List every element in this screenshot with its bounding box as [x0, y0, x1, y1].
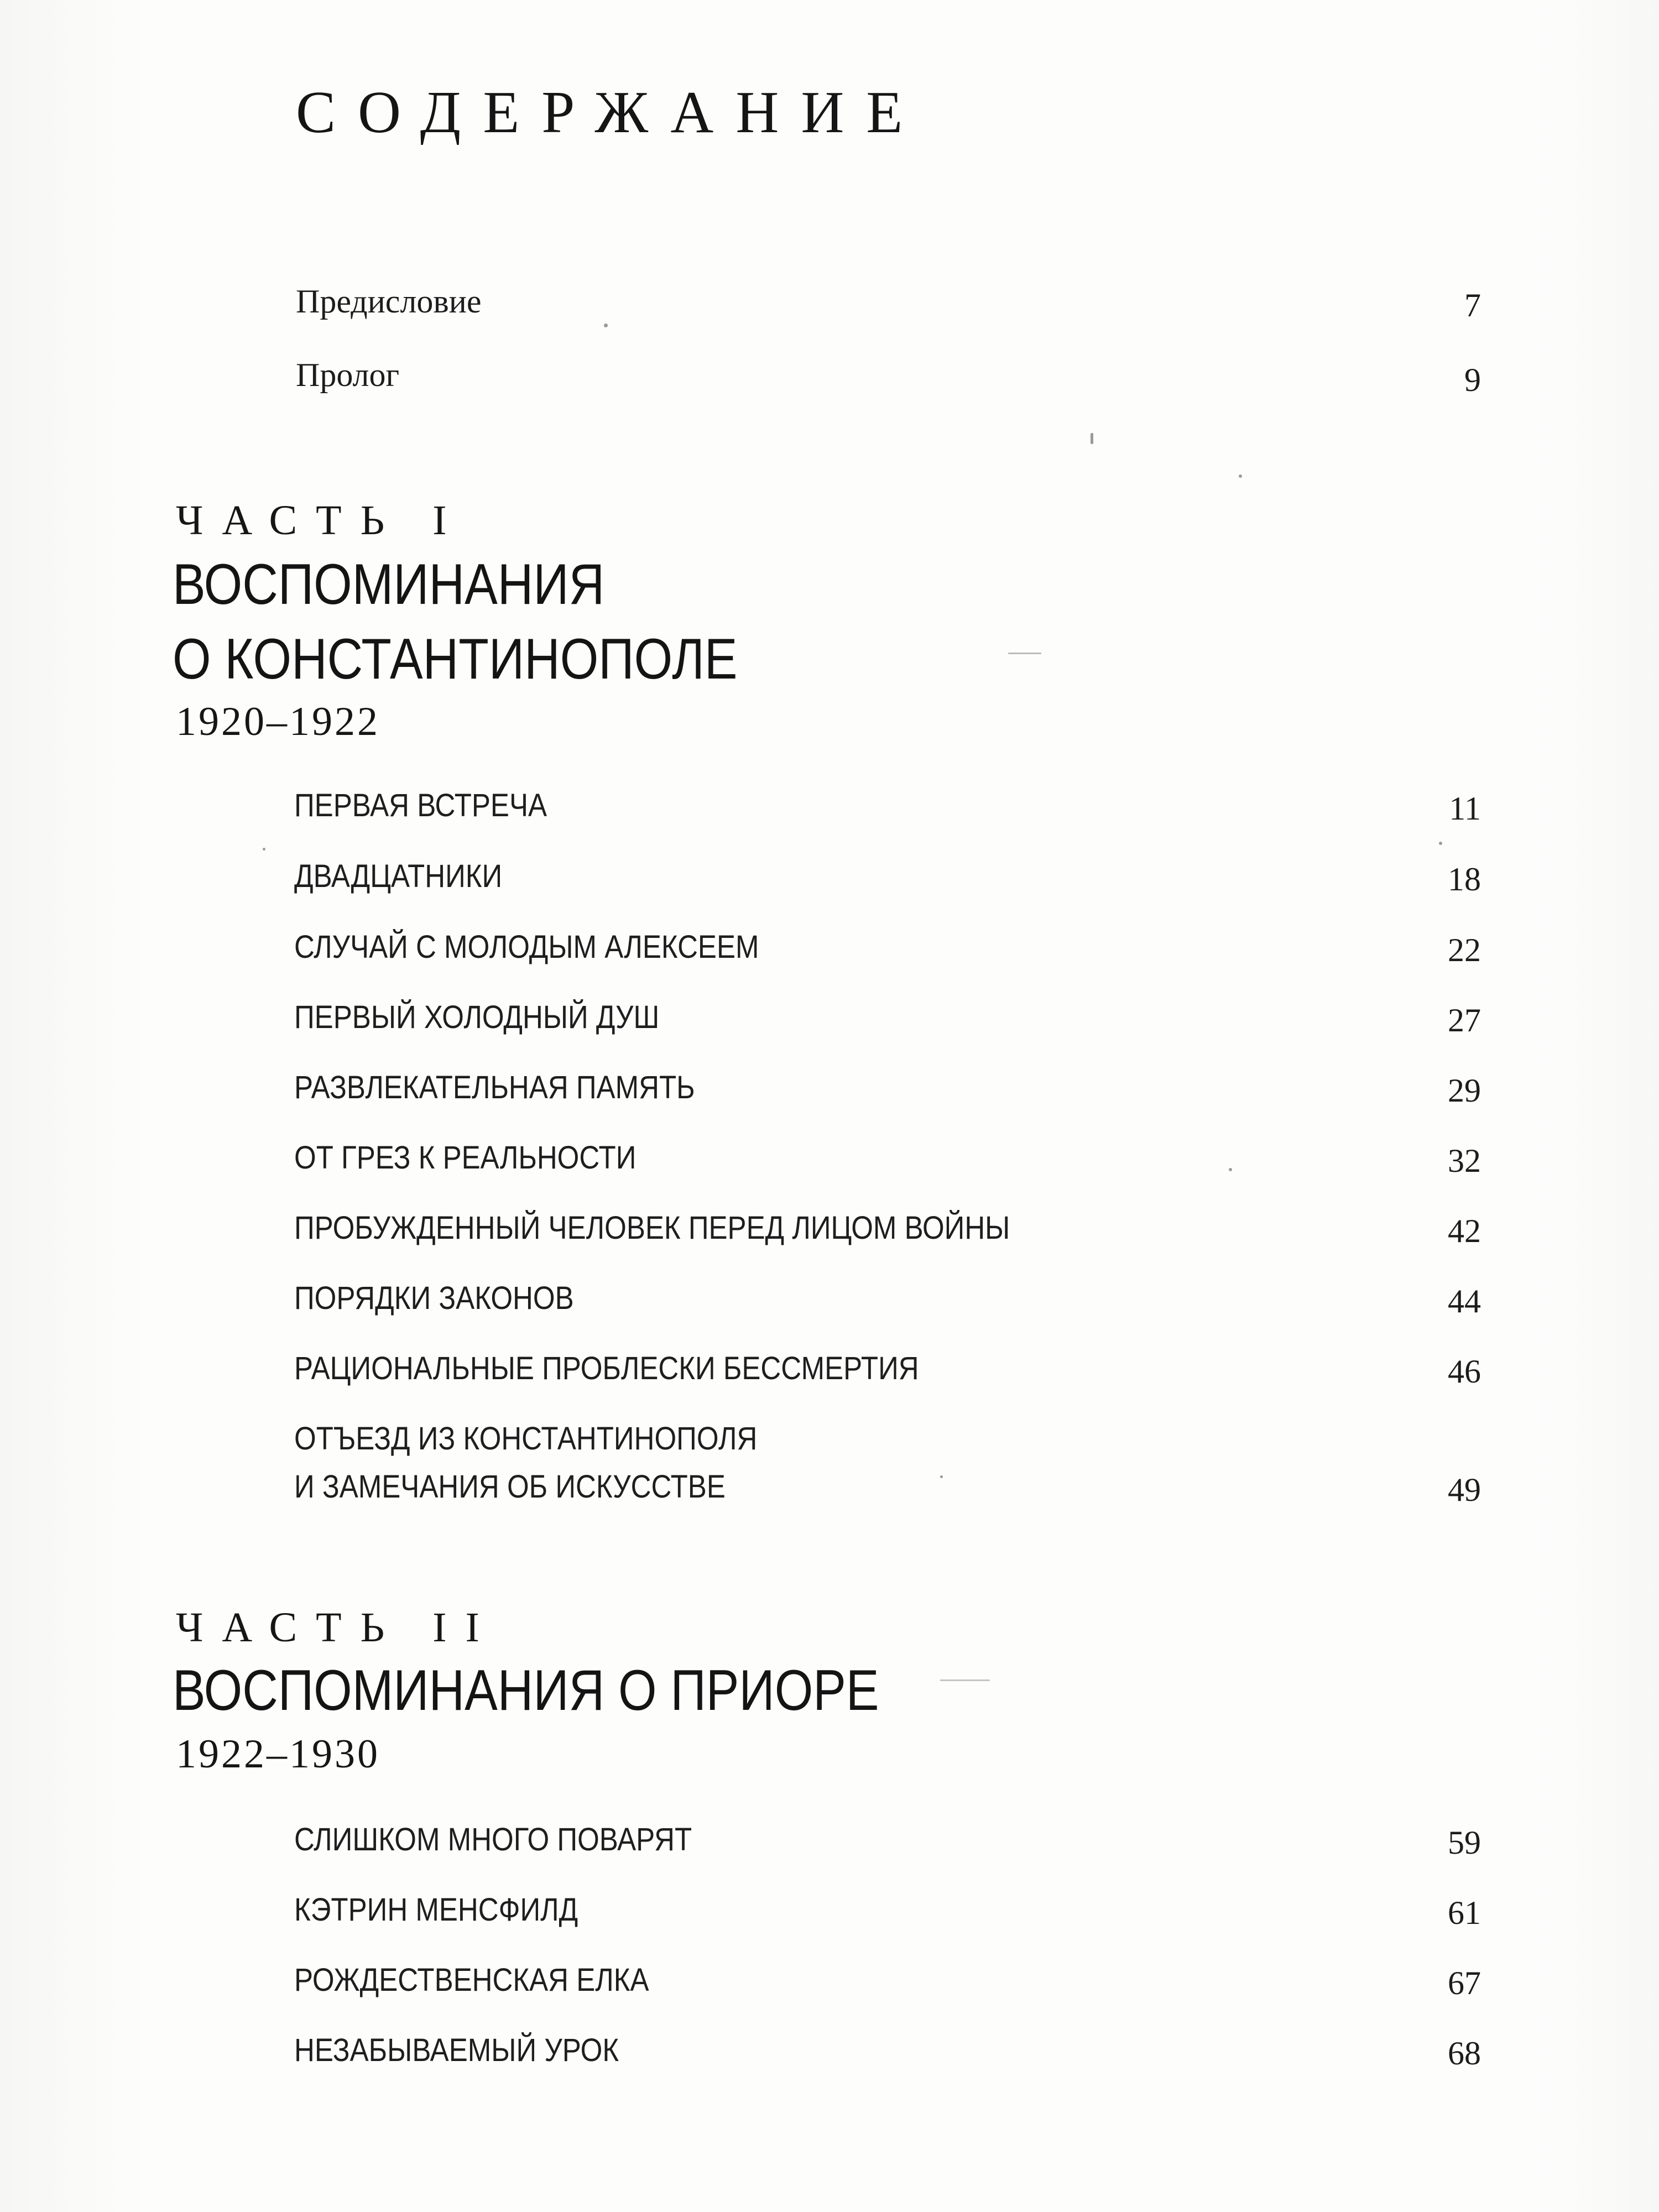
scan-speck — [940, 1475, 943, 1478]
part-1-title-line-1: ВОСПОМИНАНИЯ — [173, 552, 605, 617]
part-1-years: 1920–1922 — [176, 699, 380, 744]
chapter-title: РОЖДЕСТВЕНСКАЯ ЕЛКА — [294, 1962, 649, 1998]
page-gutter-shade — [0, 0, 149, 2212]
chapter-title: РАЦИОНАЛЬНЫЕ ПРОБЛЕСКИ БЕССМЕРТИЯ — [294, 1350, 919, 1386]
chapter-title: ПЕРВАЯ ВСТРЕЧА — [294, 787, 547, 823]
part-1-label: ЧАСТЬ I — [176, 497, 466, 544]
chapter-page-number: 67 — [1448, 1965, 1481, 2001]
toc-entry-preface: Предисловие — [296, 283, 482, 320]
chapter-page-number: 49 — [1448, 1472, 1481, 1508]
chapter-title: ДВАДЦАТНИКИ — [294, 858, 503, 894]
chapter-page-number: 44 — [1448, 1283, 1481, 1319]
chapter-title: КЭТРИН МЕНСФИЛД — [294, 1892, 578, 1928]
scan-speck — [1439, 842, 1442, 845]
part-2-label: ЧАСТЬ II — [176, 1604, 498, 1651]
page-number-preface: 7 — [1464, 287, 1481, 324]
chapter-title: ПОРЯДКИ ЗАКОНОВ — [294, 1280, 574, 1316]
scan-speck — [1091, 433, 1093, 444]
scan-speck — [1239, 474, 1242, 478]
chapter-title-line-1: ОТЪЕЗД ИЗ КОНСТАНТИНОПОЛЯ — [294, 1421, 758, 1457]
chapter-page-number: 59 — [1448, 1824, 1481, 1861]
page-edge-shade — [1526, 0, 1659, 2212]
chapter-title: ПРОБУЖДЕННЫЙ ЧЕЛОВЕК ПЕРЕД ЛИЦОМ ВОЙНЫ — [294, 1210, 1010, 1246]
chapter-title: ПЕРВЫЙ ХОЛОДНЫЙ ДУШ — [294, 999, 660, 1035]
scan-speck — [604, 324, 608, 327]
chapter-page-number: 22 — [1448, 932, 1481, 968]
scan-speck — [263, 848, 265, 851]
chapter-title: ОТ ГРЕЗ К РЕАЛЬНОСТИ — [294, 1140, 637, 1176]
chapter-page-number: 42 — [1448, 1213, 1481, 1249]
chapter-title: НЕЗАБЫВАЕМЫЙ УРОК — [294, 2032, 619, 2068]
part-2-title-line-1: ВОСПОМИНАНИЯ О ПРИОРЕ — [173, 1658, 879, 1723]
chapter-page-number: 32 — [1448, 1142, 1481, 1179]
chapter-page-number: 11 — [1449, 790, 1481, 827]
chapter-page-number: 68 — [1448, 2035, 1481, 2072]
chapter-page-number: 18 — [1448, 861, 1481, 898]
page-number-prologue: 9 — [1464, 362, 1481, 398]
chapter-page-number: 27 — [1448, 1002, 1481, 1039]
scan-speck — [940, 1679, 990, 1681]
chapter-page-number: 61 — [1448, 1895, 1481, 1931]
chapter-title: СЛУЧАЙ С МОЛОДЫМ АЛЕКСЕЕМ — [294, 929, 759, 965]
chapter-title: РАЗВЛЕКАТЕЛЬНАЯ ПАМЯТЬ — [294, 1070, 695, 1105]
scan-speck — [1008, 653, 1041, 654]
chapter-page-number: 29 — [1448, 1072, 1481, 1109]
chapter-title-line-2: И ЗАМЕЧАНИЯ ОБ ИСКУССТВЕ — [294, 1469, 726, 1505]
scan-speck — [1229, 1168, 1232, 1171]
toc-entry-prologue: Пролог — [296, 357, 400, 393]
toc-heading: СОДЕРЖАНИЕ — [296, 80, 925, 145]
part-1-title-line-2: О КОНСТАНТИНОПОЛЕ — [173, 627, 738, 691]
chapter-title: СЛИШКОМ МНОГО ПОВАРЯТ — [294, 1822, 692, 1858]
chapter-page-number: 46 — [1448, 1353, 1481, 1390]
part-2-years: 1922–1930 — [176, 1731, 380, 1777]
